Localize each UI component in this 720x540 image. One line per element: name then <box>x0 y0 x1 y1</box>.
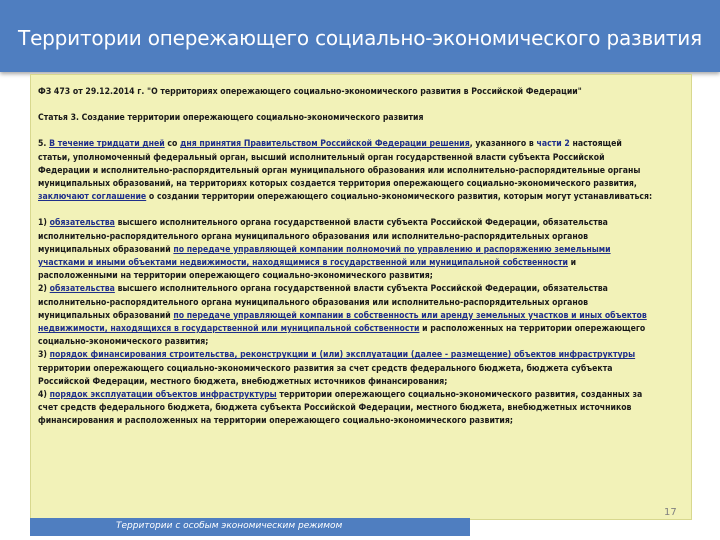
item-2-obligations: обязательства <box>49 284 115 295</box>
p5-text-3: настоящей статьи, уполномоченный федеральный орган, высший исполнительный орган государственной власти субъекта Российской Федерации и исполнительно-распорядительный орган муниципального образования или исполнительно-распорядительные органы муниципальных образований, на территориях которых создается территория опережающего социально-экономического развития, <box>38 139 641 190</box>
title-bar <box>0 0 720 72</box>
p5-part2-ref: части 2 <box>536 139 570 150</box>
item-1-number: 1) <box>38 218 50 229</box>
p5-term-link: В течение тридцати дней <box>49 139 165 150</box>
item-4-number: 4) <box>38 390 50 401</box>
p5-number: 5. <box>38 139 50 150</box>
item-2-number: 2) <box>38 284 50 295</box>
item-2-text-2: и расположенных на территории опережающего социально-экономического развития; <box>38 324 646 348</box>
p5-agreement-link: заключают соглашение <box>38 192 147 203</box>
list-item-1 <box>38 217 652 283</box>
item-1-text-2: и расположенными на территории опережающего социально-экономического развития; <box>38 258 577 282</box>
p5-text-2: , указанного в <box>469 139 537 150</box>
item-1-obligations: обязательства <box>49 218 115 229</box>
article-heading: Статья 3. Создание территории опережающего социально-экономического развития <box>38 113 424 124</box>
item-1-transfer: по передаче управляющей компании полномочий по управлению и распоряжению земельными участками и иными объектами недвижимости, находящимися в государственной или муниципальной собственности <box>38 244 611 269</box>
law-reference: ФЗ 473 от 29.12.2014 г. "О территориях опережающего социально-экономического развития в Российской Федерации" <box>38 87 582 97</box>
list-item-3 <box>38 349 652 389</box>
p5-decision-link: дня принятия Правительством Российской Федерации решения <box>180 139 470 150</box>
item-4-operation: порядок эксплуатации объектов инфраструктуры <box>49 390 277 401</box>
item-3-text-1: территории опережающего социально-экономического развития за счет средств федерального бюджета, бюджета субъекта Российской Федерации, местного бюджета, внебюджетных источников финансирования; <box>38 363 613 387</box>
slide-title: Территории опережающего социально-экономического развития <box>18 26 702 50</box>
p5-text-1: со <box>164 139 181 150</box>
item-4-text-1: территории опережающего социально-экономического развития, созданных за счет средств федерального бюджета, бюджета субъекта Российской Федерации, местного бюджета, внебюджетных источников финансирования и расположенных на территории опережающего социально-экономического развития; <box>38 390 643 427</box>
item-1-text-1: высшего исполнительного органа государственной власти субъекта Российской Федерации, обязательства исполнительно-распорядительного органа муниципального образования или исполнительно-распорядительных органов муниципальных образований <box>38 218 608 255</box>
footer-caption: Территории с особым экономическим режимом <box>116 521 343 531</box>
item-2-text-1: высшего исполнительного органа государственной власти субъекта Российской Федерации, обязательства исполнительно-распорядительного органа муниципального образования или исполнительно-распорядительных органов муниципальных образований <box>38 284 608 321</box>
paragraph-5 <box>38 138 652 204</box>
slide-body <box>38 86 652 429</box>
list-item-4 <box>38 389 652 429</box>
page-number: 17 <box>664 507 677 518</box>
item-3-number: 3) <box>38 350 50 361</box>
p5-text-4: о создании территории опережающего социально-экономического развития, которым могут устанавливаться: <box>146 192 653 203</box>
item-2-transfer: по передаче управляющей компании в собственность или аренду земельных участков и иных объектов недвижимости, находящихся в государственной или муниципальной собственности <box>38 310 647 335</box>
item-3-financing: порядок финансирования строительства, реконструкции и (или) эксплуатации (далее - размещение) объектов инфраструктуры <box>49 350 636 361</box>
list-item-2 <box>38 283 652 349</box>
footer-bar <box>30 518 470 536</box>
